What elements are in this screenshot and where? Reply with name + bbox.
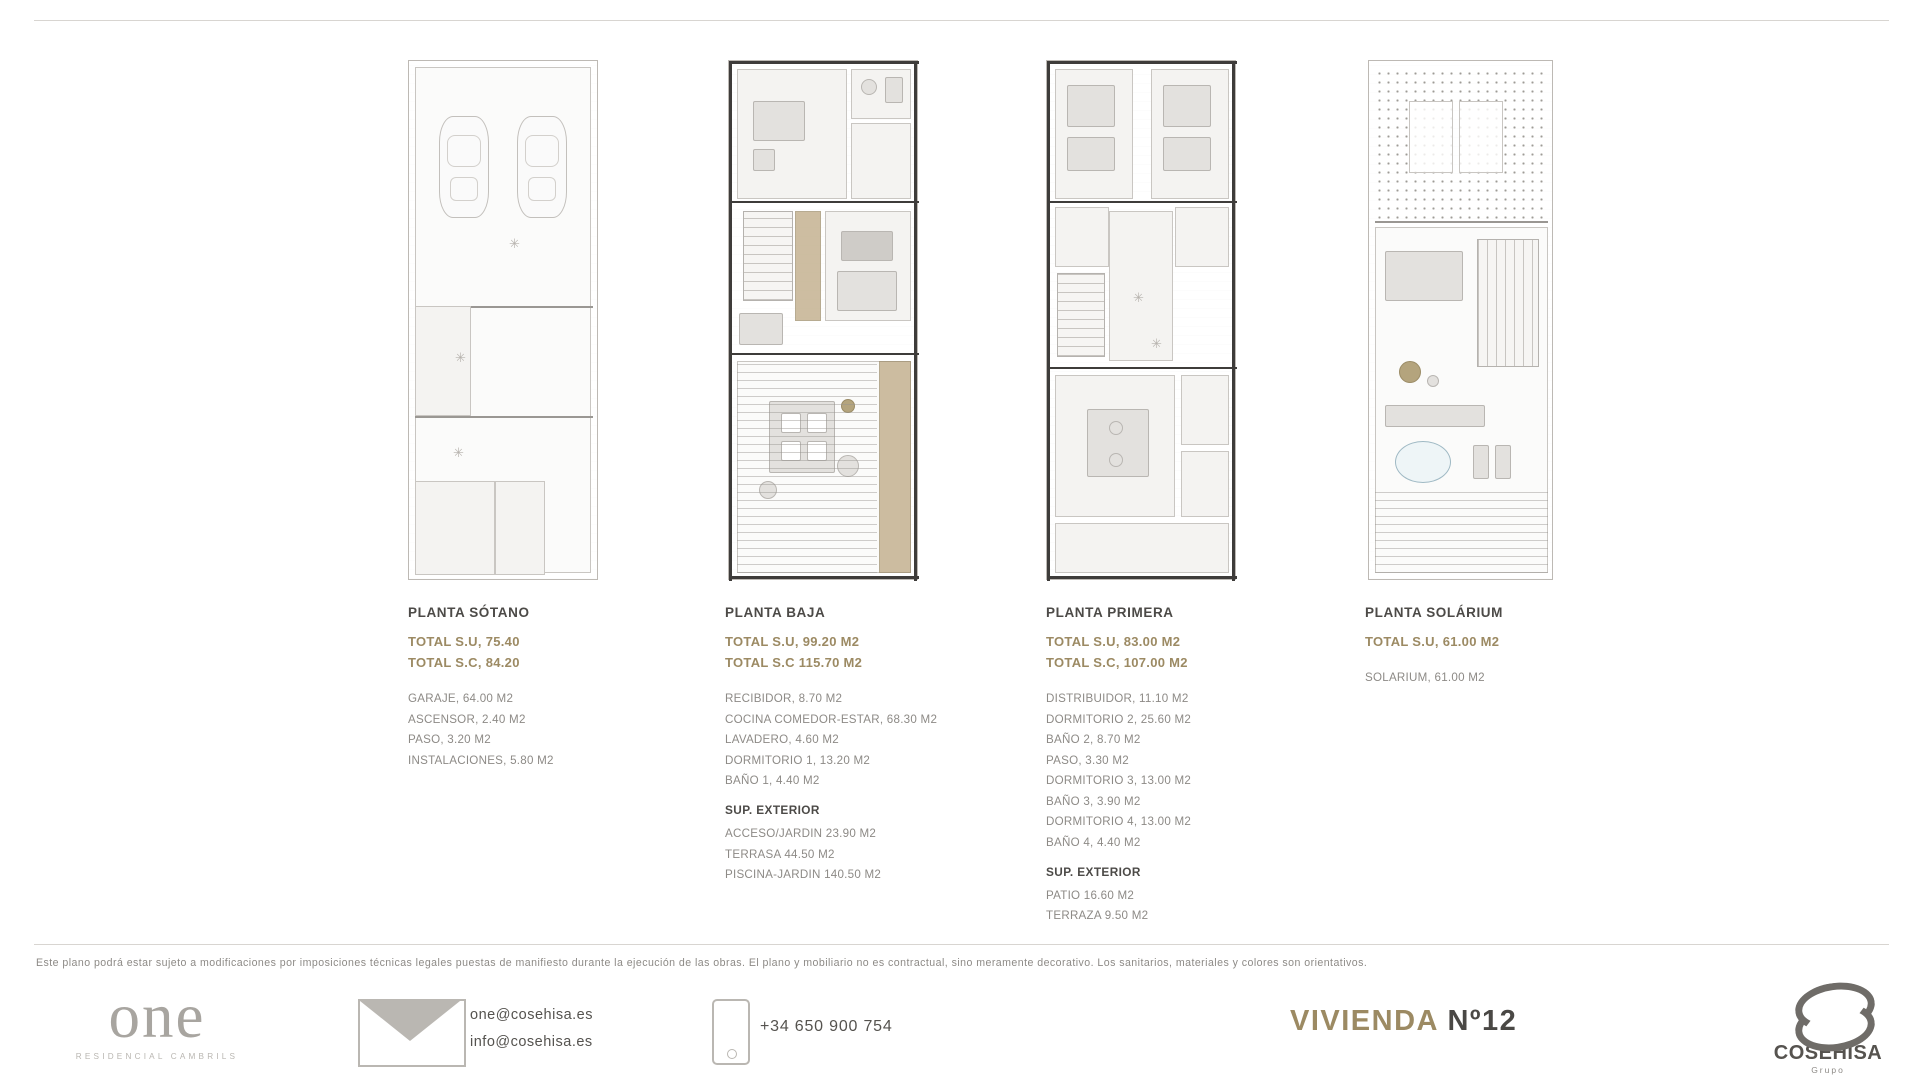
list-item: BAÑO 4, 4.40 M2 (1046, 835, 1141, 849)
footer-divider (34, 944, 1889, 945)
list-item: BAÑO 1, 4.40 M2 (725, 774, 820, 787)
car-icon (517, 116, 567, 218)
floor-total-sc: TOTAL S.C, 84.20 (408, 655, 520, 670)
list-item: DORMITORIO 4, 13.00 M2 (1046, 815, 1192, 828)
floorplan-drawings (0, 60, 1919, 660)
stair-icon (1057, 273, 1105, 357)
plan-drawing-baja (728, 60, 918, 580)
floor-title: PLANTA SÓTANO (408, 605, 530, 620)
floor-total-su: TOTAL S.U, 61.00 M2 (1365, 634, 1500, 649)
exterior-title: SUP. EXTERIOR (1046, 864, 1141, 879)
list-item: ASCENSOR, 2.40 M2 (408, 712, 526, 726)
floor-title: PLANTA BAJA (725, 605, 826, 620)
plan-art-sotano: ✳ ✳ ✳ (408, 60, 598, 580)
floor-total-su: TOTAL S.U, 75.40 (408, 634, 520, 649)
floor-total-sc: TOTAL S.C, 107.00 M2 (1046, 655, 1188, 670)
list-item: INSTALACIONES, 5.80 M2 (408, 753, 554, 767)
list-item: ACCESO/JARDIN 23.90 M2 (725, 827, 877, 840)
stair-icon (743, 211, 793, 301)
email-primary[interactable]: one@cosehisa.es (470, 1007, 593, 1023)
list-item: PISCINA-JARDIN 140.50 M2 (725, 868, 882, 881)
plan-art-primera: ✳ ✳ (1046, 60, 1236, 580)
phone-icon (712, 999, 750, 1065)
floor-total-sc: TOTAL S.C 115.70 M2 (725, 655, 863, 670)
plan-drawing-solarium (1368, 60, 1553, 580)
room-list (1365, 671, 1665, 684)
legend-primera (1046, 605, 1346, 930)
list-item: PASO, 3.30 M2 (1046, 753, 1129, 767)
cosehisa-logo (1758, 981, 1898, 1075)
top-divider (34, 20, 1889, 21)
brand-logo-subtitle: RESIDENCIAL CAMBRILS (75, 1052, 239, 1061)
exterior-list (725, 827, 1025, 881)
brand-logo-word: one (108, 981, 206, 1051)
list-item: GARAJE, 64.00 M2 (408, 692, 514, 705)
room-list (408, 692, 708, 767)
legend-solarium (1365, 605, 1665, 692)
cosehisa-name: COSEHISA (1773, 1042, 1883, 1064)
list-item: BAÑO 3, 3.90 M2 (1046, 794, 1141, 808)
floor-title: PLANTA SOLÁRIUM (1365, 605, 1503, 620)
plan-art-baja (728, 60, 918, 580)
cosehisa-mark-icon (1789, 981, 1867, 1039)
room-list (1046, 692, 1346, 849)
unit-label: VIVIENDA (1290, 1005, 1438, 1037)
envelope-icon (358, 999, 466, 1067)
legend-baja (725, 605, 1025, 889)
plan-drawing-sotano (408, 60, 598, 580)
plan-drawing-primera (1046, 60, 1236, 580)
list-item: BAÑO 2, 8.70 M2 (1046, 733, 1141, 746)
disclaimer-text: Este plano podrá estar sujeto a modificaciones por imposiciones técnicas legales puestas de manifiesto durante la ejecución de las obras. El plano y mobiliario no es contractual, sino meramente decorativo. Los sanitarios, materiales y colores son orientativos. (36, 957, 1368, 969)
floor-total-su: TOTAL S.U, 83.00 M2 (1046, 634, 1181, 649)
phone-number[interactable]: +34 650 900 754 (760, 1018, 893, 1035)
footer (0, 981, 1919, 1080)
exterior-title: SUP. EXTERIOR (725, 803, 820, 817)
legend-sotano (408, 605, 708, 774)
floor-total-su: TOTAL S.U, 99.20 M2 (725, 634, 860, 649)
pool-icon (1395, 441, 1451, 483)
room-list (725, 692, 1025, 787)
list-item: PASO, 3.20 M2 (408, 733, 491, 746)
list-item: COCINA COMEDOR-ESTAR, 68.30 M2 (725, 712, 938, 726)
list-item: TERRASA 44.50 M2 (725, 847, 835, 861)
email-block (470, 1002, 593, 1056)
list-item: DORMITORIO 2, 25.60 M2 (1046, 712, 1192, 726)
cosehisa-subtitle: Grupo (1811, 1065, 1845, 1075)
list-item: DORMITORIO 1, 13.20 M2 (725, 753, 871, 767)
unit-number: Nº12 (1447, 1005, 1518, 1037)
email-secondary[interactable]: info@cosehisa.es (470, 1033, 593, 1050)
floor-title: PLANTA PRIMERA (1046, 605, 1174, 620)
list-item: RECIBIDOR, 8.70 M2 (725, 692, 843, 705)
list-item: PATIO 16.60 M2 (1046, 888, 1135, 902)
list-item: DISTRIBUIDOR, 11.10 M2 (1046, 692, 1189, 705)
list-item: TERRAZA 9.50 M2 (1046, 909, 1149, 922)
car-icon (439, 116, 489, 218)
list-item: DORMITORIO 3, 13.00 M2 (1046, 774, 1192, 787)
exterior-list (1046, 889, 1346, 923)
unit-title (1290, 1005, 1517, 1038)
plan-art-solarium (1368, 60, 1553, 580)
stair-icon (1477, 239, 1539, 367)
list-item: SOLARIUM, 61.00 M2 (1365, 671, 1485, 684)
list-item: LAVADERO, 4.60 M2 (725, 733, 840, 746)
brand-logo-one (42, 981, 272, 1061)
